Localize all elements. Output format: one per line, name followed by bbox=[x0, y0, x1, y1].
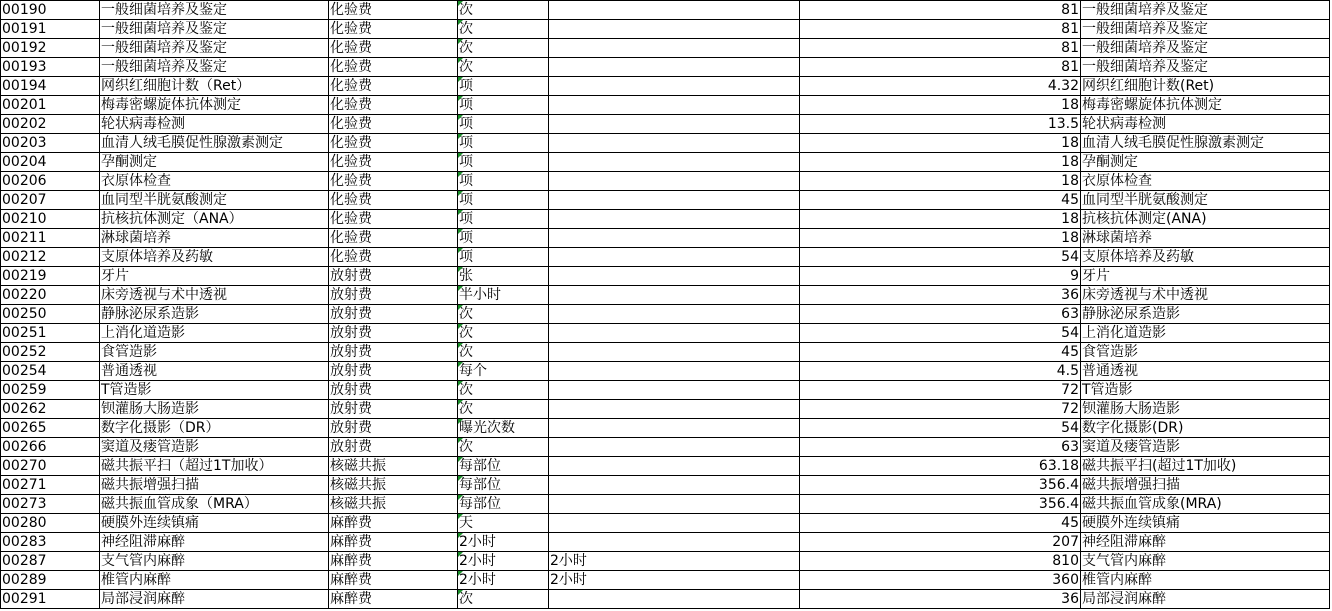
cell-item-name[interactable]: 一般细菌培养及鉴定 bbox=[100, 20, 329, 39]
table-row bbox=[1, 552, 1330, 571]
cell-item-code[interactable]: 00204 bbox=[1, 153, 100, 172]
cell-note[interactable] bbox=[549, 400, 800, 419]
cell-price[interactable]: 54 bbox=[800, 324, 1081, 343]
cell-price[interactable]: 360 bbox=[800, 571, 1081, 590]
cell-note[interactable] bbox=[549, 1, 800, 20]
cell-note[interactable] bbox=[549, 20, 800, 39]
cell-price[interactable]: 18 bbox=[800, 172, 1081, 191]
table-row bbox=[1, 267, 1330, 286]
cell-note[interactable] bbox=[549, 267, 800, 286]
table-row bbox=[1, 438, 1330, 457]
cell-item-code[interactable]: 00265 bbox=[1, 419, 100, 438]
cell-item-name[interactable]: 一般细菌培养及鉴定 bbox=[100, 1, 329, 20]
cell-price[interactable]: 45 bbox=[800, 191, 1081, 210]
cell-description[interactable]: 普通透视 bbox=[1081, 362, 1330, 381]
cell-fee-category[interactable]: 化验费 bbox=[329, 210, 458, 229]
cell-price[interactable]: 63 bbox=[800, 438, 1081, 457]
cell-unit[interactable]: 次 bbox=[458, 438, 549, 457]
cell-item-name[interactable]: 普通透视 bbox=[100, 362, 329, 381]
cell-price[interactable]: 13.5 bbox=[800, 115, 1081, 134]
cell-price[interactable]: 72 bbox=[800, 381, 1081, 400]
table-row bbox=[1, 400, 1330, 419]
cell-description[interactable]: 网织红细胞计数(Ret) bbox=[1081, 77, 1330, 96]
cell-description[interactable]: 牙片 bbox=[1081, 267, 1330, 286]
table-row bbox=[1, 495, 1330, 514]
cell-description[interactable]: 磁共振血管成象(MRA) bbox=[1081, 495, 1330, 514]
cell-description[interactable]: 梅毒密螺旋体抗体测定 bbox=[1081, 96, 1330, 115]
cell-unit[interactable]: 项 bbox=[458, 229, 549, 248]
cell-item-code[interactable]: 00201 bbox=[1, 96, 100, 115]
cell-fee-category[interactable]: 化验费 bbox=[329, 77, 458, 96]
cell-item-code[interactable]: 00194 bbox=[1, 77, 100, 96]
cell-unit[interactable]: 次 bbox=[458, 20, 549, 39]
table-row bbox=[1, 20, 1330, 39]
cell-note[interactable] bbox=[549, 115, 800, 134]
cell-price[interactable]: 54 bbox=[800, 419, 1081, 438]
cell-price[interactable]: 45 bbox=[800, 514, 1081, 533]
cell-description[interactable]: T管造影 bbox=[1081, 381, 1330, 400]
cell-fee-category[interactable]: 放射费 bbox=[329, 419, 458, 438]
cell-item-code[interactable]: 00206 bbox=[1, 172, 100, 191]
cell-item-code[interactable]: 00203 bbox=[1, 134, 100, 153]
cell-note[interactable] bbox=[549, 362, 800, 381]
cell-price[interactable]: 18 bbox=[800, 96, 1081, 115]
cell-price[interactable]: 4.5 bbox=[800, 362, 1081, 381]
cell-item-name[interactable]: 梅毒密螺旋体抗体测定 bbox=[100, 96, 329, 115]
cell-price[interactable]: 81 bbox=[800, 39, 1081, 58]
cell-item-code[interactable]: 00251 bbox=[1, 324, 100, 343]
cell-note[interactable] bbox=[549, 476, 800, 495]
cell-item-name[interactable]: 床旁透视与术中透视 bbox=[100, 286, 329, 305]
cell-item-name[interactable]: 淋球菌培养 bbox=[100, 229, 329, 248]
cell-price[interactable]: 4.32 bbox=[800, 77, 1081, 96]
cell-item-name[interactable]: 网织红细胞计数（Ret） bbox=[100, 77, 329, 96]
cell-price[interactable]: 36 bbox=[800, 590, 1081, 609]
cell-description[interactable]: 支原体培养及药敏 bbox=[1081, 248, 1330, 267]
cell-unit[interactable]: 次 bbox=[458, 305, 549, 324]
cell-note[interactable] bbox=[549, 286, 800, 305]
cell-description[interactable]: 硬膜外连续镇痛 bbox=[1081, 514, 1330, 533]
cell-price[interactable]: 356.4 bbox=[800, 476, 1081, 495]
cell-item-name[interactable]: 上消化道造影 bbox=[100, 324, 329, 343]
table-row bbox=[1, 115, 1330, 134]
cell-note[interactable] bbox=[549, 172, 800, 191]
cell-description[interactable]: 衣原体检查 bbox=[1081, 172, 1330, 191]
table-row bbox=[1, 58, 1330, 77]
cell-description[interactable]: 一般细菌培养及鉴定 bbox=[1081, 20, 1330, 39]
cell-fee-category[interactable]: 放射费 bbox=[329, 305, 458, 324]
cell-item-name[interactable]: T管造影 bbox=[100, 381, 329, 400]
cell-item-code[interactable]: 00289 bbox=[1, 571, 100, 590]
table-row bbox=[1, 96, 1330, 115]
cell-fee-category[interactable]: 放射费 bbox=[329, 324, 458, 343]
cell-description[interactable]: 上消化道造影 bbox=[1081, 324, 1330, 343]
cell-fee-category[interactable]: 化验费 bbox=[329, 153, 458, 172]
cell-price[interactable]: 18 bbox=[800, 134, 1081, 153]
cell-price[interactable]: 81 bbox=[800, 1, 1081, 20]
cell-description[interactable]: 一般细菌培养及鉴定 bbox=[1081, 39, 1330, 58]
cell-note[interactable] bbox=[549, 495, 800, 514]
cell-note[interactable] bbox=[549, 457, 800, 476]
cell-fee-category[interactable]: 核磁共振 bbox=[329, 495, 458, 514]
cell-note[interactable] bbox=[549, 343, 800, 362]
cell-description[interactable]: 椎管内麻醉 bbox=[1081, 571, 1330, 590]
cell-item-name[interactable]: 孕酮测定 bbox=[100, 153, 329, 172]
cell-description[interactable]: 钡灌肠大肠造影 bbox=[1081, 400, 1330, 419]
cell-fee-category[interactable]: 化验费 bbox=[329, 191, 458, 210]
cell-unit[interactable]: 2小时 bbox=[458, 533, 549, 552]
table-row bbox=[1, 305, 1330, 324]
cell-unit[interactable]: 每部位 bbox=[458, 476, 549, 495]
cell-unit[interactable]: 每部位 bbox=[458, 457, 549, 476]
table-row bbox=[1, 134, 1330, 153]
table-row bbox=[1, 476, 1330, 495]
cell-fee-category[interactable]: 麻醉费 bbox=[329, 590, 458, 609]
cell-unit[interactable]: 项 bbox=[458, 115, 549, 134]
cell-fee-category[interactable]: 化验费 bbox=[329, 96, 458, 115]
table-row bbox=[1, 533, 1330, 552]
cell-note[interactable] bbox=[549, 533, 800, 552]
cell-price[interactable]: 81 bbox=[800, 20, 1081, 39]
cell-unit[interactable]: 半小时 bbox=[458, 286, 549, 305]
cell-item-code[interactable]: 00291 bbox=[1, 590, 100, 609]
cell-unit[interactable]: 张 bbox=[458, 267, 549, 286]
cell-item-code[interactable]: 00266 bbox=[1, 438, 100, 457]
cell-description[interactable]: 血同型半胱氨酸测定 bbox=[1081, 191, 1330, 210]
cell-note[interactable] bbox=[549, 210, 800, 229]
table-row bbox=[1, 172, 1330, 191]
cell-item-code[interactable]: 00207 bbox=[1, 191, 100, 210]
cell-description[interactable]: 磁共振平扫(超过1T加收) bbox=[1081, 457, 1330, 476]
cell-item-code[interactable]: 00202 bbox=[1, 115, 100, 134]
cell-note[interactable]: 2小时 bbox=[549, 571, 800, 590]
cell-description[interactable]: 窦道及瘘管造影 bbox=[1081, 438, 1330, 457]
cell-unit[interactable]: 项 bbox=[458, 153, 549, 172]
cell-note[interactable] bbox=[549, 590, 800, 609]
table-row bbox=[1, 343, 1330, 362]
cell-note[interactable] bbox=[549, 96, 800, 115]
cell-item-code[interactable]: 00280 bbox=[1, 514, 100, 533]
cell-description[interactable]: 淋球菌培养 bbox=[1081, 229, 1330, 248]
table-row bbox=[1, 229, 1330, 248]
cell-description[interactable]: 一般细菌培养及鉴定 bbox=[1081, 1, 1330, 20]
cell-unit[interactable]: 每个 bbox=[458, 362, 549, 381]
cell-price[interactable]: 18 bbox=[800, 153, 1081, 172]
cell-unit[interactable]: 次 bbox=[458, 39, 549, 58]
cell-unit[interactable]: 项 bbox=[458, 96, 549, 115]
cell-unit[interactable]: 项 bbox=[458, 172, 549, 191]
cell-fee-category[interactable]: 放射费 bbox=[329, 343, 458, 362]
cell-note[interactable] bbox=[549, 248, 800, 267]
cell-description[interactable]: 食管造影 bbox=[1081, 343, 1330, 362]
cell-item-name[interactable]: 椎管内麻醉 bbox=[100, 571, 329, 590]
cell-unit[interactable]: 次 bbox=[458, 381, 549, 400]
cell-description[interactable]: 支气管内麻醉 bbox=[1081, 552, 1330, 571]
cell-fee-category[interactable]: 放射费 bbox=[329, 286, 458, 305]
cell-item-code[interactable]: 00191 bbox=[1, 20, 100, 39]
table-row bbox=[1, 362, 1330, 381]
cell-description[interactable]: 床旁透视与术中透视 bbox=[1081, 286, 1330, 305]
cell-item-name[interactable]: 窦道及瘘管造影 bbox=[100, 438, 329, 457]
cell-item-name[interactable]: 静脉泌尿系造影 bbox=[100, 305, 329, 324]
cell-item-code[interactable]: 00210 bbox=[1, 210, 100, 229]
table-row bbox=[1, 286, 1330, 305]
cell-fee-category[interactable]: 放射费 bbox=[329, 267, 458, 286]
table-row bbox=[1, 514, 1330, 533]
cell-note[interactable] bbox=[549, 134, 800, 153]
cell-item-code[interactable]: 00220 bbox=[1, 286, 100, 305]
table-row bbox=[1, 191, 1330, 210]
cell-item-name[interactable]: 轮状病毒检测 bbox=[100, 115, 329, 134]
cell-price[interactable]: 63.18 bbox=[800, 457, 1081, 476]
cell-item-code[interactable]: 00190 bbox=[1, 1, 100, 20]
cell-note[interactable] bbox=[549, 39, 800, 58]
cell-note[interactable]: 2小时 bbox=[549, 552, 800, 571]
cell-unit[interactable]: 曝光次数 bbox=[458, 419, 549, 438]
cell-item-name[interactable]: 数字化摄影（DR） bbox=[100, 419, 329, 438]
cell-item-name[interactable]: 钡灌肠大肠造影 bbox=[100, 400, 329, 419]
cell-item-code[interactable]: 00283 bbox=[1, 533, 100, 552]
table-row bbox=[1, 571, 1330, 590]
cell-description[interactable]: 血清人绒毛膜促性腺激素测定 bbox=[1081, 134, 1330, 153]
cell-note[interactable] bbox=[549, 419, 800, 438]
table-row bbox=[1, 153, 1330, 172]
cell-price[interactable]: 63 bbox=[800, 305, 1081, 324]
cell-item-name[interactable]: 血同型半胱氨酸测定 bbox=[100, 191, 329, 210]
cell-item-name[interactable]: 食管造影 bbox=[100, 343, 329, 362]
cell-note[interactable] bbox=[549, 153, 800, 172]
cell-item-name[interactable]: 一般细菌培养及鉴定 bbox=[100, 39, 329, 58]
cell-price[interactable]: 45 bbox=[800, 343, 1081, 362]
table-row bbox=[1, 77, 1330, 96]
cell-note[interactable] bbox=[549, 381, 800, 400]
cell-unit[interactable]: 项 bbox=[458, 248, 549, 267]
table-row bbox=[1, 457, 1330, 476]
cell-unit[interactable]: 项 bbox=[458, 134, 549, 153]
cell-unit[interactable]: 天 bbox=[458, 514, 549, 533]
cell-item-code[interactable]: 00273 bbox=[1, 495, 100, 514]
cell-item-name[interactable]: 神经阻滞麻醉 bbox=[100, 533, 329, 552]
cell-item-code[interactable]: 00270 bbox=[1, 457, 100, 476]
cell-unit[interactable]: 项 bbox=[458, 191, 549, 210]
table-row bbox=[1, 39, 1330, 58]
cell-unit[interactable]: 次 bbox=[458, 1, 549, 20]
cell-item-name[interactable]: 衣原体检查 bbox=[100, 172, 329, 191]
table-row bbox=[1, 210, 1330, 229]
cell-note[interactable] bbox=[549, 438, 800, 457]
cell-price[interactable]: 81 bbox=[800, 58, 1081, 77]
cell-note[interactable] bbox=[549, 514, 800, 533]
cell-item-name[interactable]: 局部浸润麻醉 bbox=[100, 590, 329, 609]
cell-description[interactable]: 轮状病毒检测 bbox=[1081, 115, 1330, 134]
cell-item-code[interactable]: 00192 bbox=[1, 39, 100, 58]
cell-item-code[interactable]: 00287 bbox=[1, 552, 100, 571]
cell-item-name[interactable]: 磁共振增强扫描 bbox=[100, 476, 329, 495]
cell-description[interactable]: 神经阻滞麻醉 bbox=[1081, 533, 1330, 552]
cell-fee-category[interactable]: 放射费 bbox=[329, 381, 458, 400]
cell-unit[interactable]: 项 bbox=[458, 210, 549, 229]
cell-item-name[interactable]: 血清人绒毛膜促性腺激素测定 bbox=[100, 134, 329, 153]
cell-price[interactable]: 356.4 bbox=[800, 495, 1081, 514]
cell-item-name[interactable]: 支气管内麻醉 bbox=[100, 552, 329, 571]
cell-fee-category[interactable]: 化验费 bbox=[329, 134, 458, 153]
cell-note[interactable] bbox=[549, 229, 800, 248]
table-row bbox=[1, 419, 1330, 438]
cell-unit[interactable]: 次 bbox=[458, 590, 549, 609]
cell-note[interactable] bbox=[549, 77, 800, 96]
table-row bbox=[1, 590, 1330, 609]
cell-fee-category[interactable]: 化验费 bbox=[329, 229, 458, 248]
cell-item-name[interactable]: 抗核抗体测定（ANA） bbox=[100, 210, 329, 229]
cell-unit[interactable]: 项 bbox=[458, 77, 549, 96]
cell-item-code[interactable]: 00252 bbox=[1, 343, 100, 362]
cell-item-name[interactable]: 硬膜外连续镇痛 bbox=[100, 514, 329, 533]
cell-fee-category[interactable]: 放射费 bbox=[329, 438, 458, 457]
cell-item-code[interactable]: 00219 bbox=[1, 267, 100, 286]
cell-unit[interactable]: 每部位 bbox=[458, 495, 549, 514]
cell-unit[interactable]: 次 bbox=[458, 58, 549, 77]
cell-description[interactable]: 孕酮测定 bbox=[1081, 153, 1330, 172]
table-row bbox=[1, 324, 1330, 343]
cell-description[interactable]: 局部浸润麻醉 bbox=[1081, 590, 1330, 609]
cell-fee-category[interactable]: 化验费 bbox=[329, 115, 458, 134]
cell-fee-category[interactable]: 化验费 bbox=[329, 172, 458, 191]
cell-fee-category[interactable]: 麻醉费 bbox=[329, 571, 458, 590]
cell-fee-category[interactable]: 化验费 bbox=[329, 58, 458, 77]
cell-fee-category[interactable]: 化验费 bbox=[329, 248, 458, 267]
cell-item-code[interactable]: 00271 bbox=[1, 476, 100, 495]
cell-item-code[interactable]: 00211 bbox=[1, 229, 100, 248]
cell-item-code[interactable]: 00212 bbox=[1, 248, 100, 267]
cell-fee-category[interactable]: 核磁共振 bbox=[329, 476, 458, 495]
cell-description[interactable]: 抗核抗体测定(ANA) bbox=[1081, 210, 1330, 229]
cell-item-name[interactable]: 牙片 bbox=[100, 267, 329, 286]
cell-unit[interactable]: 次 bbox=[458, 324, 549, 343]
cell-item-code[interactable]: 00254 bbox=[1, 362, 100, 381]
cell-fee-category[interactable]: 化验费 bbox=[329, 1, 458, 20]
cell-fee-category[interactable]: 麻醉费 bbox=[329, 533, 458, 552]
cell-unit[interactable]: 次 bbox=[458, 400, 549, 419]
cell-item-name[interactable]: 一般细菌培养及鉴定 bbox=[100, 58, 329, 77]
cell-price[interactable]: 18 bbox=[800, 210, 1081, 229]
cell-fee-category[interactable]: 麻醉费 bbox=[329, 514, 458, 533]
cell-price[interactable]: 72 bbox=[800, 400, 1081, 419]
cell-fee-category[interactable]: 麻醉费 bbox=[329, 552, 458, 571]
cell-fee-category[interactable]: 放射费 bbox=[329, 400, 458, 419]
cell-note[interactable] bbox=[549, 191, 800, 210]
cell-description[interactable]: 静脉泌尿系造影 bbox=[1081, 305, 1330, 324]
cell-price[interactable]: 18 bbox=[800, 229, 1081, 248]
table-row bbox=[1, 1, 1330, 20]
cell-description[interactable]: 数字化摄影(DR) bbox=[1081, 419, 1330, 438]
cell-fee-category[interactable]: 化验费 bbox=[329, 20, 458, 39]
cell-fee-category[interactable]: 化验费 bbox=[329, 39, 458, 58]
cell-price[interactable]: 810 bbox=[800, 552, 1081, 571]
cell-price[interactable]: 36 bbox=[800, 286, 1081, 305]
cell-description[interactable]: 磁共振增强扫描 bbox=[1081, 476, 1330, 495]
cell-item-name[interactable]: 磁共振血管成象（MRA） bbox=[100, 495, 329, 514]
cell-price[interactable]: 207 bbox=[800, 533, 1081, 552]
cell-item-code[interactable]: 00250 bbox=[1, 305, 100, 324]
cell-item-name[interactable]: 磁共振平扫（超过1T加收） bbox=[100, 457, 329, 476]
cell-item-code[interactable]: 00193 bbox=[1, 58, 100, 77]
table-row bbox=[1, 248, 1330, 267]
cell-unit[interactable]: 2小时 bbox=[458, 571, 549, 590]
cell-fee-category[interactable]: 放射费 bbox=[329, 362, 458, 381]
cell-item-name[interactable]: 支原体培养及药敏 bbox=[100, 248, 329, 267]
cell-note[interactable] bbox=[549, 324, 800, 343]
cell-price[interactable]: 54 bbox=[800, 248, 1081, 267]
cell-item-code[interactable]: 00259 bbox=[1, 381, 100, 400]
table-row bbox=[1, 381, 1330, 400]
cell-unit[interactable]: 次 bbox=[458, 343, 549, 362]
cell-note[interactable] bbox=[549, 58, 800, 77]
cell-unit[interactable]: 2小时 bbox=[458, 552, 549, 571]
cell-item-code[interactable]: 00262 bbox=[1, 400, 100, 419]
cell-note[interactable] bbox=[549, 305, 800, 324]
cell-price[interactable]: 9 bbox=[800, 267, 1081, 286]
cell-fee-category[interactable]: 核磁共振 bbox=[329, 457, 458, 476]
cell-description[interactable]: 一般细菌培养及鉴定 bbox=[1081, 58, 1330, 77]
spreadsheet-body bbox=[1, 1, 1330, 609]
